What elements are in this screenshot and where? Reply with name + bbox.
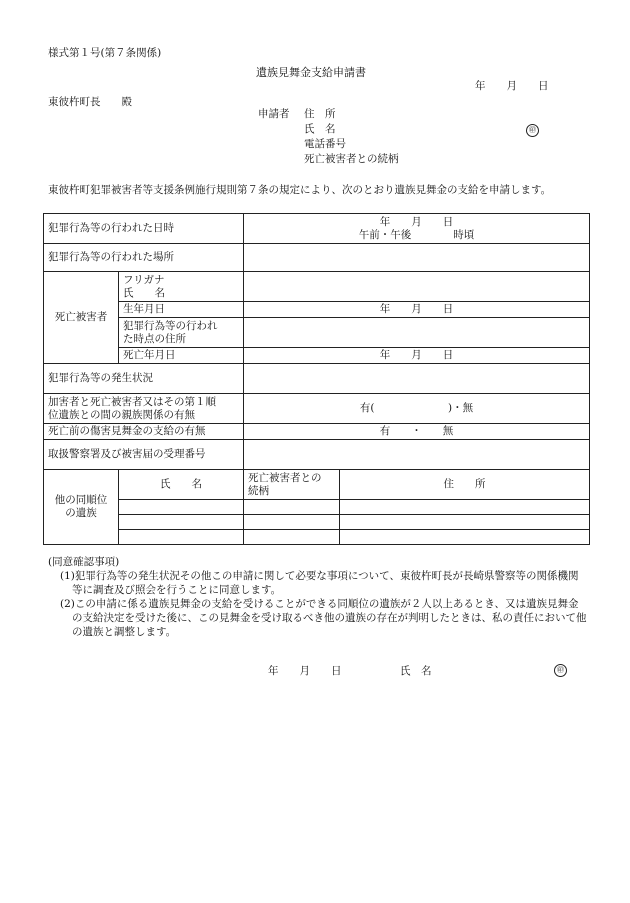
other-heirs-label-line1: 他の同順位: [54, 494, 108, 506]
situation-field[interactable]: [244, 364, 590, 394]
injury-payment-field[interactable]: 有 ・ 無: [244, 424, 590, 440]
applicant-address-label: 住 所: [304, 108, 336, 120]
applicant-relationship-label: 死亡被害者との続柄: [304, 153, 399, 165]
heir-name-field[interactable]: [119, 500, 244, 515]
crime-date-label: 犯罪行為等の行われた日時: [44, 214, 244, 244]
applicant-seal-icon: [526, 123, 539, 137]
relationship-label-line2: 位遺族との間の親族関係の有無: [48, 408, 195, 421]
situation-label: 犯罪行為等の発生状況: [44, 364, 244, 394]
col-heir-name: 氏 名: [119, 470, 244, 500]
police-field[interactable]: [244, 440, 590, 470]
applicant-label: 申請者: [258, 108, 290, 120]
addressee: 東彼杵町長 殿: [48, 96, 132, 108]
address-at-crime-label-line2: た時点の住所: [123, 332, 186, 345]
applicant-name-label: 氏 名: [304, 123, 336, 135]
relationship-label: [44, 394, 244, 424]
birthdate-label: 生年月日: [119, 302, 244, 318]
victim-name-label: [119, 272, 244, 302]
intro-text: 東彼杵町犯罪被害者等支援条例施行規則第７条の規定により、次のとおり遺族見舞金の支給を申請します。: [48, 184, 552, 196]
birthdate-field[interactable]: 年 月 日: [244, 302, 590, 318]
consent-item-1: (1)犯罪行為等の発生状況その他この申請に関して必要な事項について、東彼杵町長が長崎県警察等の関係機関等に調査及び照会を行うことに同意します。: [60, 570, 579, 596]
consent-section: [48, 555, 588, 639]
police-label: 取扱警察署及び被害届の受理番号: [44, 440, 244, 470]
victim-label: 死亡被害者: [44, 272, 119, 364]
page-title: 遺族見舞金支給申請書: [256, 66, 366, 79]
address-at-crime-label-line1: 犯罪行為等の行われ: [123, 319, 218, 332]
heir-name-field[interactable]: [119, 515, 244, 530]
signature-date-field[interactable]: 年 月 日: [268, 665, 342, 677]
crime-date-time: 午前・午後 時頃: [358, 228, 475, 241]
signature-name-label: 氏 名: [400, 665, 432, 677]
relationship-field[interactable]: 有( )・無: [244, 394, 590, 424]
col-heir-address: 住 所: [340, 470, 590, 500]
col-heir-relationship: [244, 470, 340, 500]
consent-heading: (同意確認事項): [48, 556, 120, 568]
injury-payment-label: 死亡前の傷害見舞金の支給の有無: [44, 424, 244, 440]
consent-item-2: (2)この申請に係る遺族見舞金の支給を受けることができる同順位の遺族が２人以上あるとき、又は遺族見舞金の支給決定を受けた後に、この見舞金を受け取るべき他の遺族の存在が判明したときは、私の責任において他の遺族と調整します。: [60, 598, 587, 638]
form-number: 様式第１号(第７条関係): [48, 47, 162, 59]
crime-date-ymd: 年 月 日: [379, 215, 454, 228]
other-heirs-label-line2: の遺族: [65, 507, 97, 519]
address-at-crime-label: [119, 318, 244, 348]
name-label: 氏 名: [123, 286, 165, 299]
seal-mark: ㊞: [554, 664, 567, 677]
col-heir-relationship-line1: 死亡被害者との: [248, 471, 322, 484]
heir-relationship-field[interactable]: [244, 500, 340, 515]
heir-relationship-field[interactable]: [244, 530, 340, 545]
seal-mark: ㊞: [526, 124, 539, 137]
crime-date-field[interactable]: [244, 214, 590, 244]
applicant-phone-label: 電話番号: [304, 138, 346, 150]
other-heirs-label: [44, 470, 119, 545]
crime-place-field[interactable]: [244, 244, 590, 272]
application-table: [43, 213, 590, 545]
death-date-label: 死亡年月日: [119, 348, 244, 364]
heir-address-field[interactable]: [340, 530, 590, 545]
application-date-field[interactable]: 年 月 日: [475, 80, 549, 92]
heir-name-field[interactable]: [119, 530, 244, 545]
victim-name-field[interactable]: [244, 272, 590, 302]
heir-relationship-field[interactable]: [244, 515, 340, 530]
death-date-field[interactable]: 年 月 日: [244, 348, 590, 364]
signature-seal-icon: [554, 663, 567, 677]
heir-address-field[interactable]: [340, 500, 590, 515]
col-heir-relationship-line2: 続柄: [248, 484, 269, 497]
address-at-crime-field[interactable]: [244, 318, 590, 348]
relationship-label-line1: 加害者と死亡被害者又はその第１順: [48, 395, 216, 408]
furigana-label: フリガナ: [123, 273, 165, 286]
heir-address-field[interactable]: [340, 515, 590, 530]
crime-place-label: 犯罪行為等の行われた場所: [44, 244, 244, 272]
